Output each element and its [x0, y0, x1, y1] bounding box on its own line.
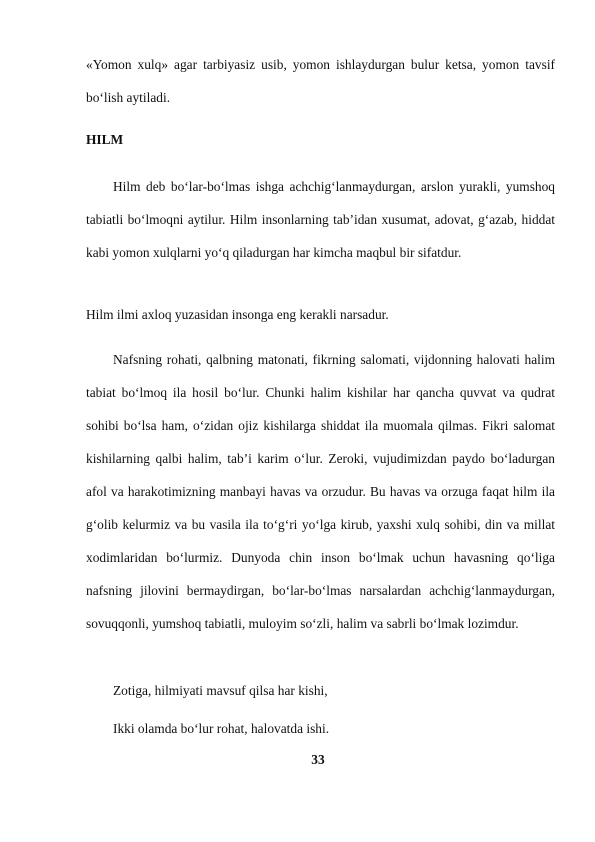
verse-line-2: Ikki olamda bo‘lur rohat, halovatda ishi.: [113, 721, 330, 736]
main-paragraph: Nafsning rohati, qalbning matonati, fikrning salomati, vijdonning halovati halim tabiat bo‘lmoq ila hosil bo‘lur. Chunki halim kishilar har qancha quvvat va qudrat sohibi bo‘lsa ham, o‘zidan ojiz kishilarga shiddat ila muomala qilmas. Fikri salomat kishilarning qalbi halim, tab’i karim o‘lur. Zeroki, vujudimizdan paydo bo‘ladurgan afol va harakotimizning manbayi havas va orzudur. Bu havas va orzuga faqat hilm ila g‘olib kelurmiz va bu vasila ila to‘g‘ri yo‘lga kirub, yaxshi xulq sohibi, din va millat xodimlaridan bo‘lurmiz. Dunyoda chin inson bo‘lmak uchun havasning qo‘liga nafsning jilovini bermaydirgan, bo‘lar-bo‘lmas narsalardan achchig‘lanmaydurgan, sovuqqonli, yumshoq tabiatli, muloyim so‘zli, halim va sabrli bo‘lmak lozimdur.: [86, 352, 555, 631]
verse-line-1: Zotiga, hilmiyati mavsuf qilsa har kishi,: [113, 683, 328, 698]
hilm-definition-paragraph: Hilm deb bo‘lar-bo‘lmas ishga achchig‘lanmaydurgan, arslon yurakli, yumshoq tabiatli bo‘lmoqni aytilur. Hilm insonlarning tab’idan xusumat, adovat, g‘azab, hiddat kabi yomon xulqlarni yo‘q qiladurgan har kimcha maqbul bir sifatdur.: [86, 179, 555, 260]
intro-paragraph: «Yomon xulq» agar tarbiyasiz usib, yomon ishlaydurgan bulur ketsa, yomon tavsif bo‘lish aytiladi.: [86, 57, 555, 105]
section-heading: HILM: [86, 132, 124, 147]
page-number: 33: [311, 752, 325, 767]
hilm-note-paragraph: Hilm ilmi axloq yuzasidan insonga eng kerakli narsadur.: [86, 307, 389, 322]
